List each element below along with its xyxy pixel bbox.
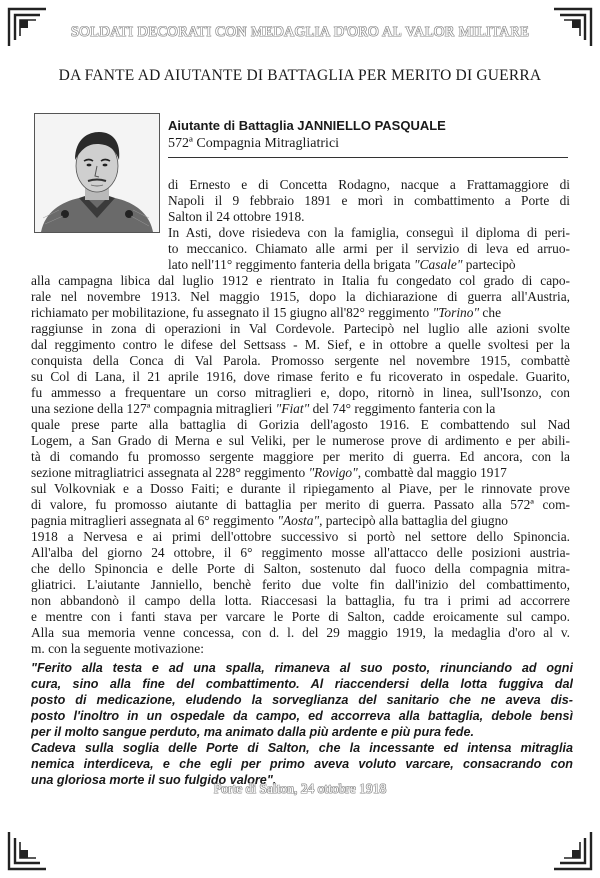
corner-ornament-top-right [552, 6, 594, 48]
motivation-line: posto di medicazione, eludendo la sorveglianza del sanitario che ne aveva dis- [31, 693, 573, 707]
soldier-name: Aiutante di Battaglia JANNIELLO PASQUALE [168, 118, 446, 133]
bio-line: richiamato per mobilitazione, fu assegnato il 15 giugno all'82° reggimento "Torino" che [31, 305, 502, 320]
motivation-line: Cadeva sulla soglia delle Porte di Salton, che la incessante ed intensa mitraglia [31, 741, 573, 755]
corner-ornament-top-left [6, 6, 48, 48]
corner-ornament-bottom-right [552, 830, 594, 872]
brigade-name: "Casale" [414, 257, 463, 272]
motivation-line: una gloriosa morte il suo fulgido valore". [31, 773, 277, 787]
bio-line: pagnia mitraglieri assegnata al 6° reggimento "Aosta", partecipò alla battaglia del giugno [31, 513, 508, 528]
soldier-unit: 572ª Compagnia Mitragliatrici [168, 136, 340, 151]
motivation-line: nemica interdiceva, e che egli per primo aveva voluto varcare, consacrando con [31, 757, 573, 771]
page-heading: DA FANTE AD AIUTANTE DI BATTAGLIA PER MERITO DI GUERRA [58, 67, 542, 84]
series-title: SOLDATI DECORATI CON MEDAGLIA D'ORO AL VALOR MILITARE [70, 24, 530, 40]
bio-line: alla campagna libica dal luglio 1912 e rientrato in Italia fu congedato col grado di capo- [31, 273, 570, 288]
motivation-line: "Ferito alla testa e ad una spalla, rimaneva al suo posto, rinunciando ad ogni [31, 661, 573, 675]
bio-line: di valore, fu promosso aiutante di battaglia per merito di guerra. Passato alla 572ª com- [31, 497, 570, 512]
bio-line: gliatrici. L'aiutante Janniello, benchè ferito due volte fin dall'inizio del combattimento, [31, 577, 570, 592]
bio-line: sezione mitragliatrici assegnata al 228° reggimento "Rovigo", combattè dal maggio 1917 [31, 465, 507, 480]
bio-line: Logem, a San Grado di Merna e sul Veliki, per le numerose prove di ardimento e per abili- [31, 433, 570, 448]
regiment-6-name: "Aosta" [277, 513, 320, 528]
bio-line: che dello Spinoncia e delle Porte di Salton, sostenuto dal fuoco della compagnia mitra- [31, 561, 570, 576]
bio-line: All'alba del giorno 24 ottobre, il 6° reggimento mosse all'attacco delle posizioni austria- [31, 545, 570, 560]
bio-line: sul Volkovniak e a Dosso Faiti; e durante il ripiegamento al Piave, per le rinnovate prove [31, 481, 570, 496]
bio-line: una sezione della 127ª compagnia mitraglieri "Fiat" del 74° reggimento fanteria con la [31, 401, 496, 416]
header-divider [168, 157, 568, 158]
bio-line: Alla sua memoria venne concessa, con d. l. del 29 maggio 1919, la medaglia d'oro al v. [31, 625, 570, 640]
bio-line: rale nel novembre 1913. Nel maggio 1915, dopo la dichiarazione di guerra all'Austria, [31, 289, 570, 304]
bio-line: dal reggimento contro le difese del Settsass - M. Sief, e in ottobre a quelle svoltesi per la [31, 337, 570, 352]
bio-line: su Col di Lana, il 21 aprile 1916, dove rimase ferito e fu ricoverato in ospedale. Guarito, [31, 369, 570, 384]
bio-line: e mentre con i fanti stava per varcare le Porte di Salton, cadde eroicamente sul campo. [31, 609, 570, 624]
bio-line: di Ernesto e di Concetta Rodagno, nacque a Frattamaggiore di [168, 177, 570, 192]
bio-line: to meccanico. Chiamato alle armi per il servizio di leva ed arruo- [168, 241, 570, 256]
bio-line: conquista della Conca di Val Parola. Promosso sergente nel novembre 1915, combattè [31, 353, 570, 368]
company-127-name: "Fiat" [275, 401, 310, 416]
motivation-line: per il molto sangue perduto, ma animato dalla più ardente e più pura fede. [31, 725, 474, 739]
place-date-footer: Porte di Salton, 24 ottobre 1918 [213, 781, 387, 796]
bio-line: 1918 a Nervesa e ai primi dell'ottobre successivo si portò nel settore dello Spinoncia. [31, 529, 570, 544]
motivation-line: cura, sino alla fine del combattimento. Al riaccendersi della lotta fuggiva dal [31, 677, 573, 691]
bio-line: fu ammesso a frequentare un corso mitraglieri e, dopo, ritornò in linea, sull'Isonzo, con [31, 385, 570, 400]
motivation-line: posto l'inoltro in un ospedale da campo, ed accorreva alla battaglia, debole bensì [31, 709, 573, 723]
soldier-portrait [34, 113, 160, 233]
bio-line: m. con la seguente motivazione: [31, 641, 204, 656]
bio-line: tà di comando fu promosso sergente maggiore per merito di guerra. Ed ancora, con la [31, 449, 570, 464]
bio-line: In Asti, dove risiedeva con la famiglia, conseguì il diploma di peri- [168, 225, 570, 240]
regiment-228-name: "Rovigo" [308, 465, 358, 480]
regiment-82-name: "Torino" [432, 305, 480, 320]
bio-line: non abbandonò il campo della lotta. Riaccesasi la battaglia, fu tra i primi ad accorrere [31, 593, 570, 608]
bio-line: Salton il 24 ottobre 1918. [168, 209, 305, 224]
corner-ornament-bottom-left [6, 830, 48, 872]
bio-line: quale prese parte alla battaglia di Gorizia dell'agosto 1916. E combattendo sul Nad [31, 417, 570, 432]
bio-line: lato nell'11° reggimento fanteria della brigata "Casale" partecipò [168, 257, 516, 272]
bio-line: Napoli il 9 febbraio 1891 e morì in combattimento a Porte di [168, 193, 570, 208]
bio-line: raggiunse in zona di operazioni in Val Cordevole. Partecipò nel luglio alle azioni svolte [31, 321, 570, 336]
